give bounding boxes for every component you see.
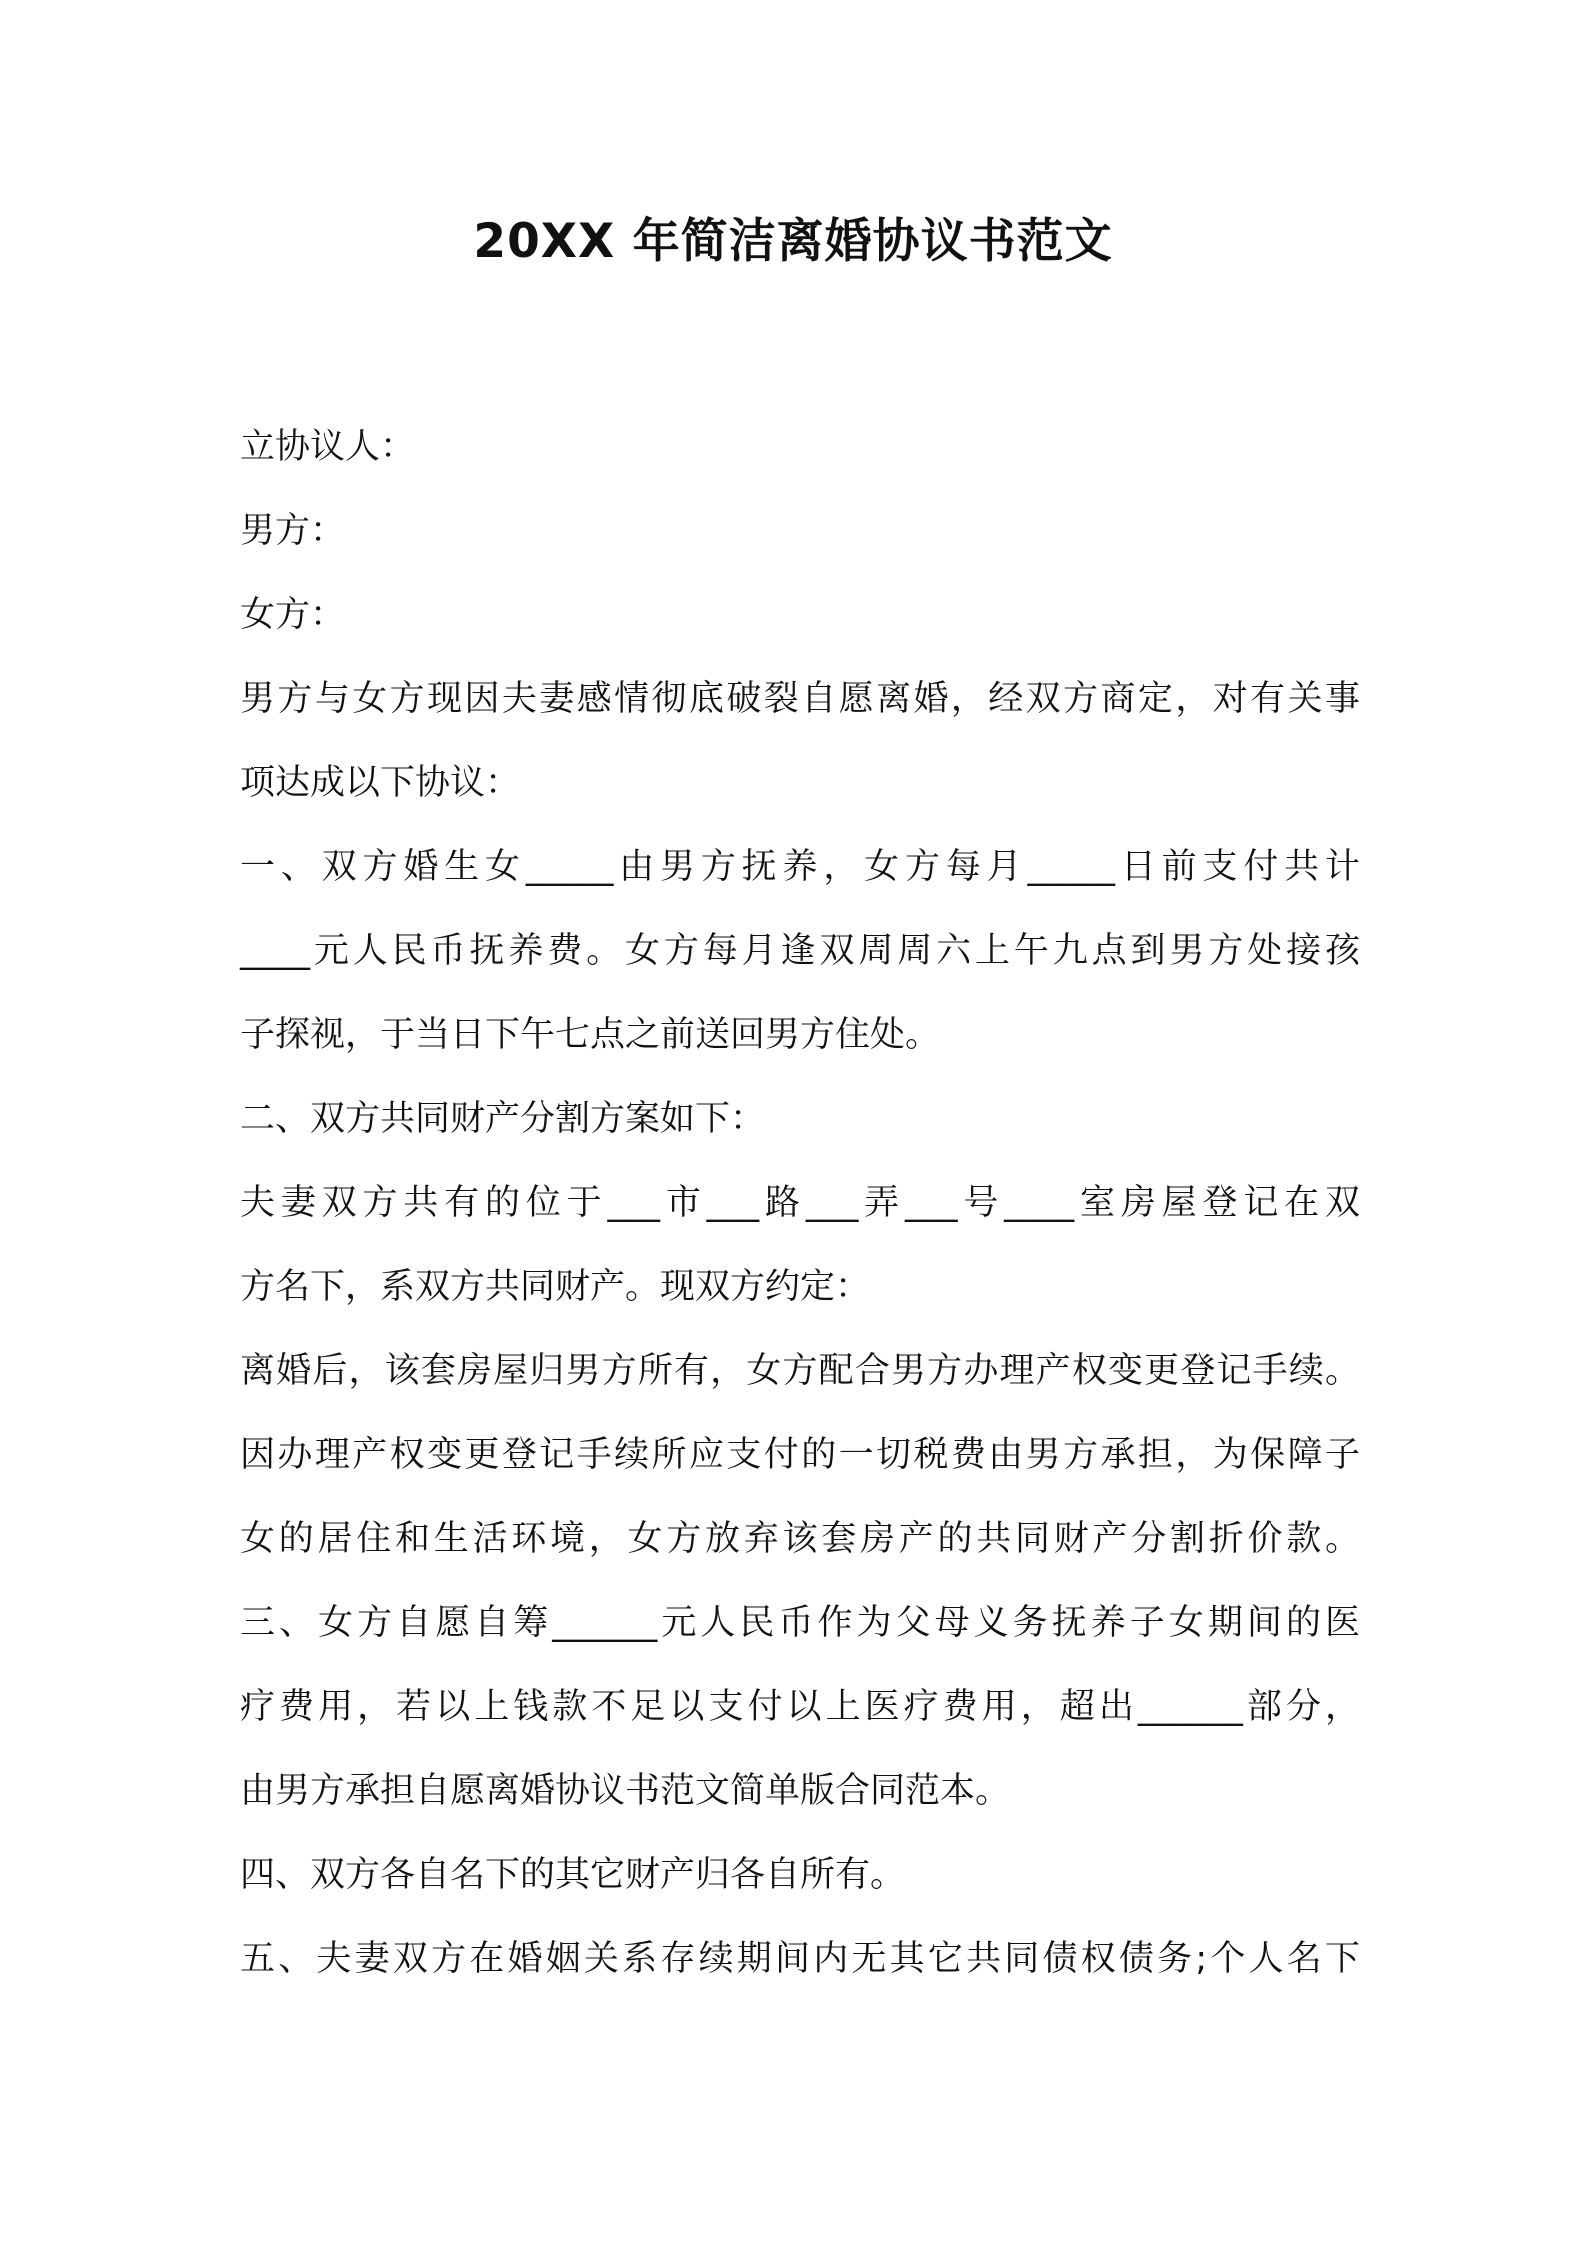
text-line: 方名下，系双方共同财产。现双方约定：: [240, 1267, 871, 1307]
text-line: 一、双方婚生女_____由男方抚养，女方每月_____日前支付共计: [240, 847, 1360, 887]
document-title: 20XX 年简洁离婚协议书范文: [473, 214, 1113, 269]
text-line: 疗费用，若以上钱款不足以支付以上医疗费用，超出______部分，: [240, 1687, 1360, 1727]
document-body: [240, 405, 1360, 2001]
text-line: 女的居住和生活环境，女方放弃该套房产的共同财产分割折价款。: [240, 1519, 1360, 1559]
text-line: 因办理产权变更登记手续所应支付的一切税费由男方承担，为保障子: [240, 1435, 1360, 1475]
text-line: 三、女方自愿自筹______元人民币作为父母义务抚养子女期间的医: [240, 1603, 1360, 1643]
text-line: 由男方承担自愿离婚协议书范文简单版合同范本。: [240, 1771, 1011, 1811]
text-line: 子探视，于当日下午七点之前送回男方住处。: [240, 1015, 941, 1055]
text-line: 离婚后，该套房屋归男方所有，女方配合男方办理产权变更登记手续。: [240, 1351, 1360, 1391]
text-line: 女方：: [240, 595, 346, 635]
text-line: 二、双方共同财产分割方案如下：: [240, 1099, 766, 1139]
text-line: 男方：: [240, 511, 346, 551]
text-line: 五、夫妻双方在婚姻关系存续期间内无其它共同债权债务;个人名下: [240, 1939, 1360, 1979]
text-line: 夫妻双方共有的位于___市___路___弄___号____室房屋登记在双: [240, 1183, 1360, 1223]
text-line: 项达成以下协议：: [240, 763, 521, 803]
text-line: 四、双方各自名下的其它财产归各自所有。: [240, 1855, 906, 1895]
text-line: 男方与女方现因夫妻感情彻底破裂自愿离婚，经双方商定，对有关事: [240, 679, 1360, 719]
text-line: 立协议人：: [240, 427, 416, 467]
text-line: ____元人民币抚养费。女方每月逢双周周六上午九点到男方处接孩: [240, 931, 1360, 971]
